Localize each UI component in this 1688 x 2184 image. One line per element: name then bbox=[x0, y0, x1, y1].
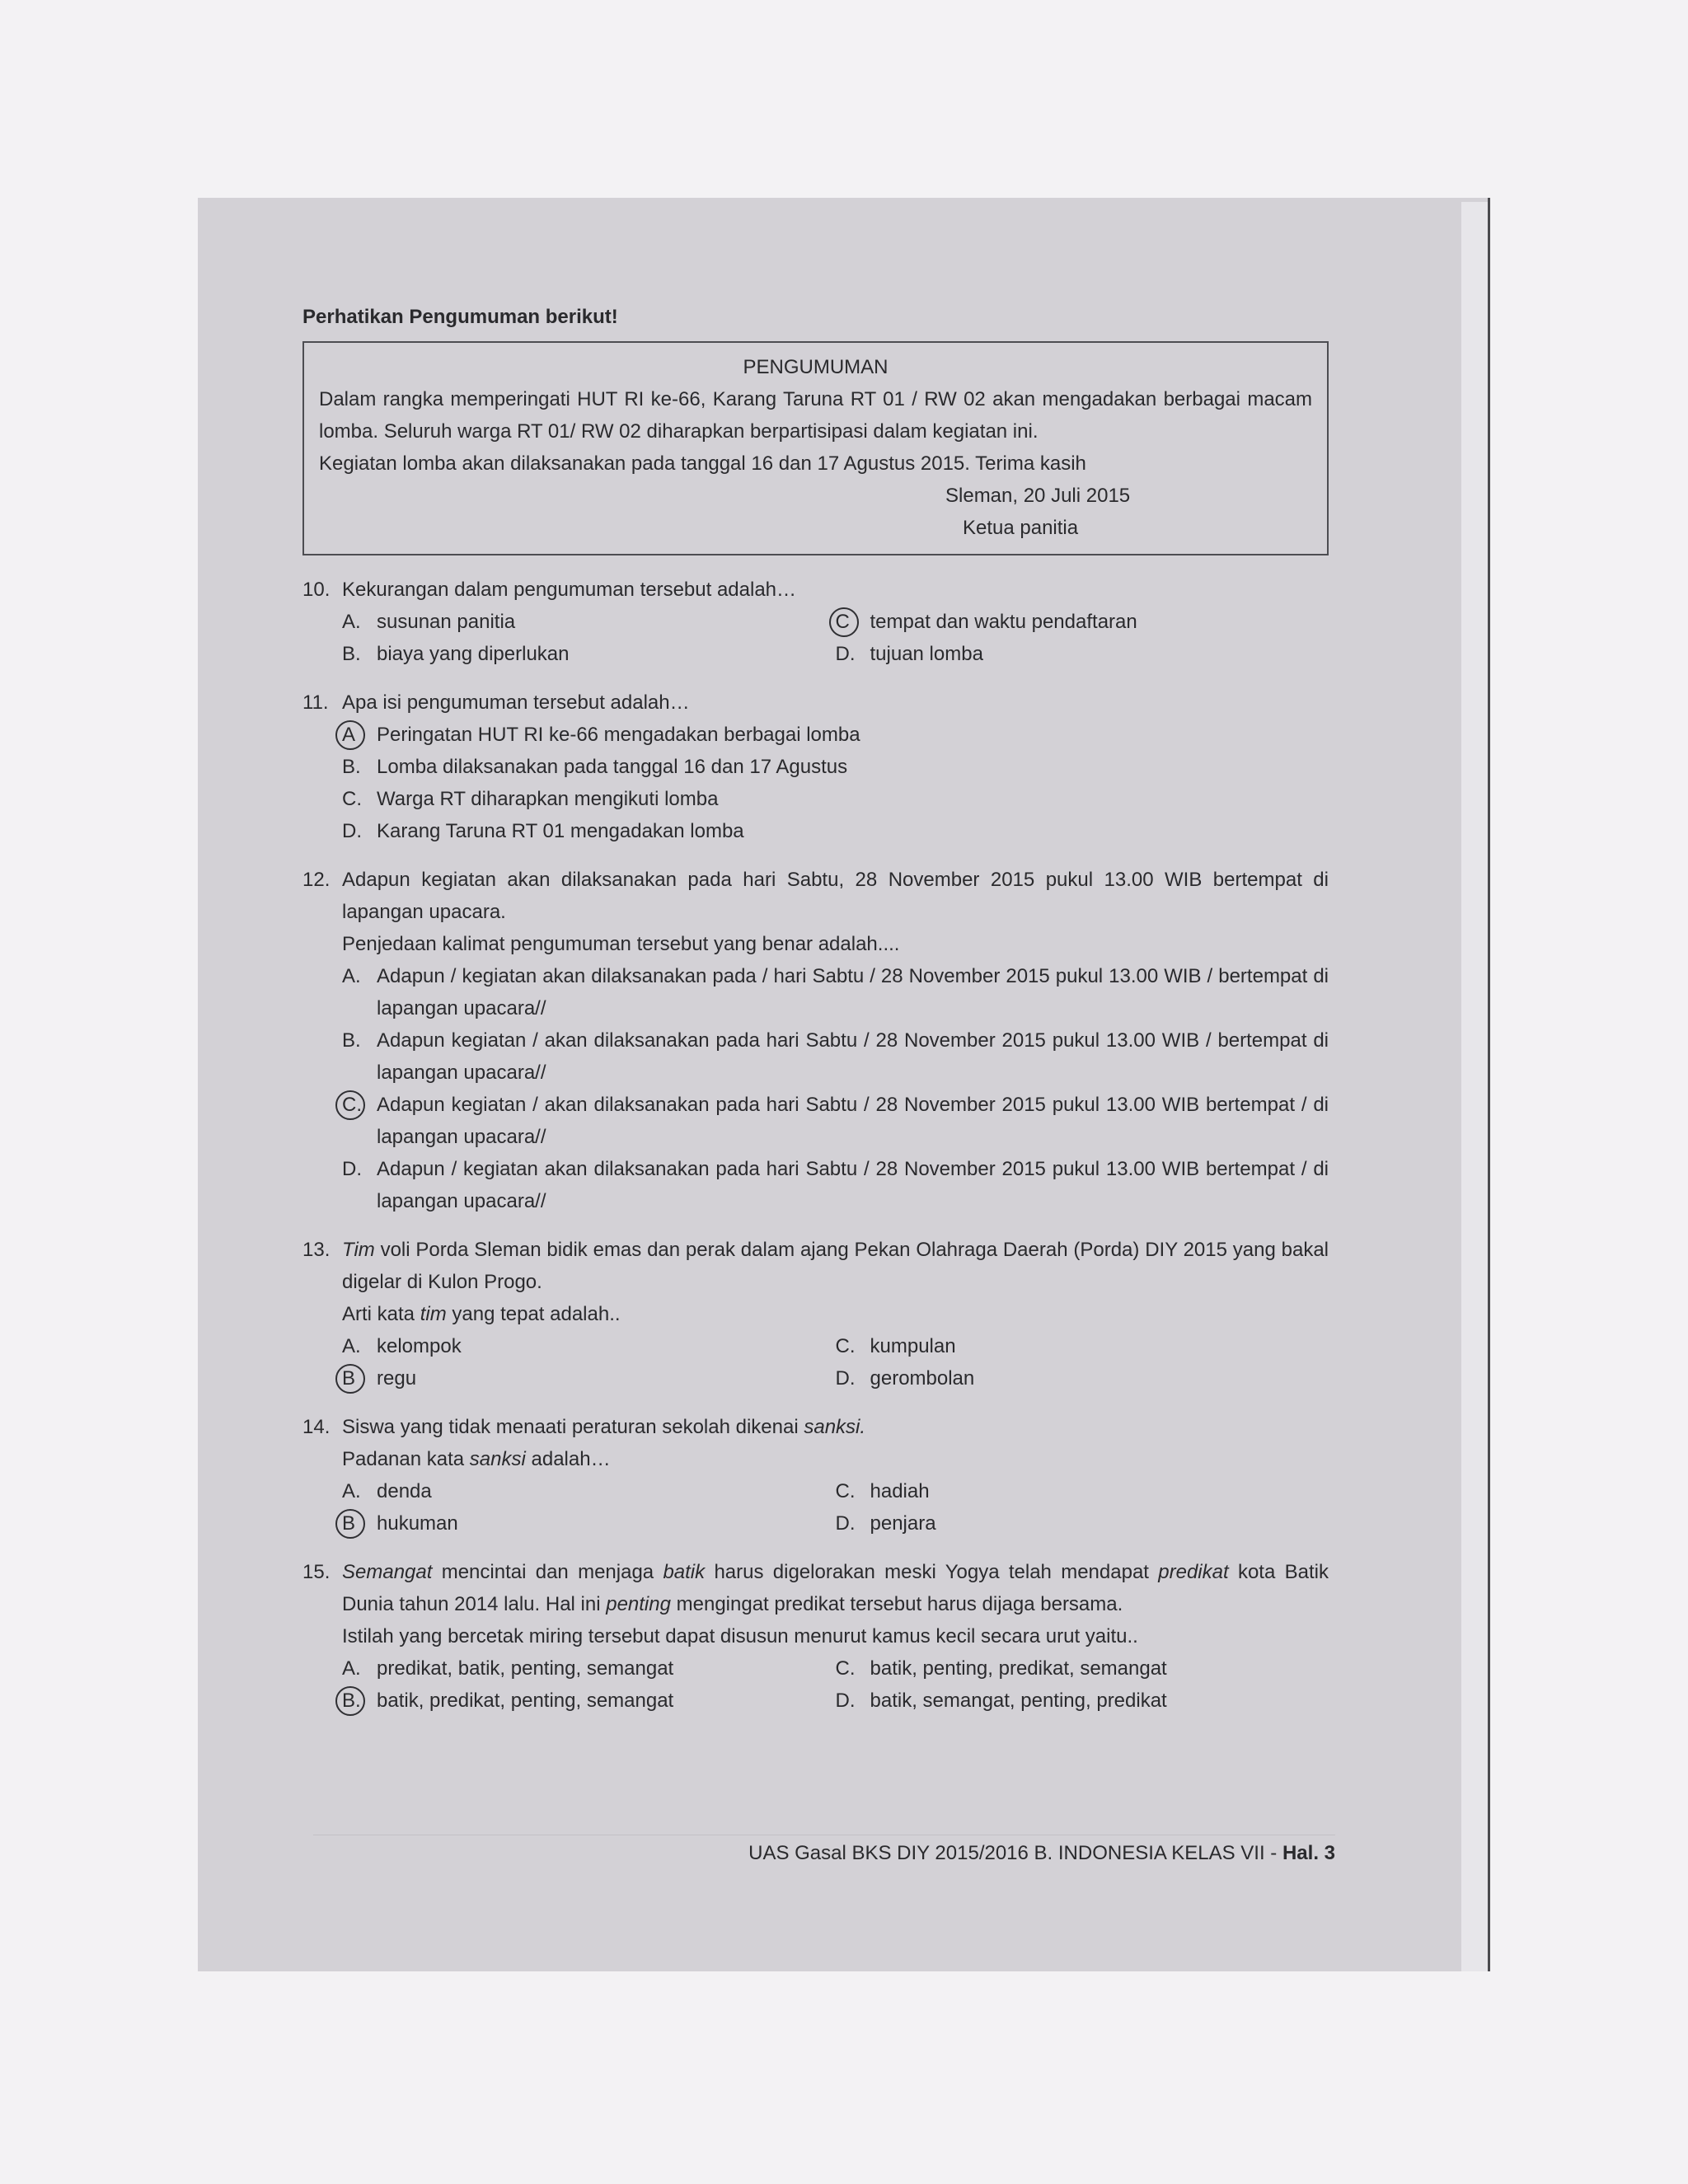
option-d[interactable]: D. batik, semangat, penting, predikat bbox=[835, 1690, 1167, 1712]
question-stem: Adapun kegiatan akan dilaksanakan pada hari Sabtu, 28 November 2015 pukul 13.00 WIB bertempat di lapangan upacara. bbox=[342, 869, 1329, 923]
option-a[interactable]: A. susunan panitia bbox=[342, 611, 516, 633]
option-a[interactable]: A. denda bbox=[342, 1480, 432, 1502]
question-stem: Kekurangan dalam pengumuman tersebut adalah… bbox=[342, 579, 797, 601]
announcement-signer: Ketua panitia bbox=[963, 517, 1079, 539]
question-10 bbox=[302, 574, 1329, 670]
question-stem: Tim voli Porda Sleman bidik emas dan perak dalam ajang Pekan Olahraga Daerah (Porda) DIY 2015 yang bakal digelar di Kulon Progo. bbox=[342, 1239, 1329, 1293]
option-b-selected[interactable]: B. batik, predikat, penting, semangat bbox=[342, 1685, 836, 1717]
option-c[interactable]: C. batik, penting, predikat, semangat bbox=[835, 1657, 1167, 1680]
answer-circle-mark: A bbox=[342, 719, 377, 751]
question-stem: Siswa yang tidak menaati peraturan sekolah dikenai sanksi. bbox=[342, 1416, 866, 1438]
question-number: 11. bbox=[302, 691, 329, 714]
question-prompt: Arti kata tim yang tepat adalah.. bbox=[342, 1303, 621, 1325]
question-prompt: Penjedaan kalimat pengumuman tersebut yang benar adalah.... bbox=[342, 933, 900, 955]
option-b[interactable]: B. Adapun kegiatan / akan dilaksanakan pada hari Sabtu / 28 November 2015 pukul 13.00 WIB / bertempat di lapangan upacara// bbox=[342, 1029, 1329, 1084]
question-number: 14. bbox=[302, 1416, 331, 1438]
option-a[interactable]: A. Adapun / kegiatan akan dilaksanakan pada / hari Sabtu / 28 November 2015 pukul 13.00 WIB / bertempat di lapangan upacara// bbox=[342, 965, 1329, 1019]
question-prompt: Padanan kata sanksi adalah… bbox=[342, 1448, 611, 1470]
footer-page-number: Hal. 3 bbox=[1282, 1842, 1335, 1864]
option-b[interactable]: B. Lomba dilaksanakan pada tanggal 16 dan 17 Agustus bbox=[342, 756, 848, 778]
question-number: 13. bbox=[302, 1239, 331, 1261]
option-c-selected[interactable]: C tempat dan waktu pendaftaran bbox=[836, 606, 1329, 638]
paper-fold-edge bbox=[1461, 202, 1488, 1971]
option-c-selected[interactable]: C. Adapun kegiatan / akan dilaksanakan pada hari Sabtu / 28 November 2015 pukul 13.00 WIB bertempat / di lapangan upacara// bbox=[342, 1089, 1329, 1153]
announcement-box bbox=[302, 341, 1329, 555]
option-c[interactable]: C. kumpulan bbox=[835, 1335, 956, 1357]
option-b-selected[interactable]: B hukuman bbox=[342, 1507, 836, 1540]
option-d[interactable]: D. Karang Taruna RT 01 mengadakan lomba bbox=[342, 820, 744, 842]
question-15 bbox=[302, 1556, 1329, 1717]
intro-instruction: Perhatikan Pengumuman berikut! bbox=[302, 306, 618, 328]
answer-circle-mark: B. bbox=[342, 1685, 377, 1717]
question-stem: Apa isi pengumuman tersebut adalah… bbox=[342, 691, 690, 714]
question-12 bbox=[302, 864, 1329, 1217]
answer-circle-mark: C bbox=[836, 606, 870, 638]
question-stem: Semangat mencintai dan menjaga batik harus digelorakan meski Yogya telah mendapat predikat kota Batik Dunia tahun 2014 lalu. Hal ini penting mengingat predikat tersebut harus dijaga bersama. bbox=[342, 1561, 1329, 1615]
question-number: 10. bbox=[302, 579, 331, 601]
question-14 bbox=[302, 1411, 1329, 1540]
option-a[interactable]: A. kelompok bbox=[342, 1335, 462, 1357]
question-13 bbox=[302, 1234, 1329, 1394]
question-number: 15. bbox=[302, 1561, 331, 1583]
option-a[interactable]: A. predikat, batik, penting, semangat bbox=[342, 1657, 674, 1680]
option-b-selected[interactable]: B regu bbox=[342, 1362, 836, 1394]
question-prompt: Istilah yang bercetak miring tersebut dapat disusun menurut kamus kecil secara urut yaitu.. bbox=[342, 1625, 1138, 1647]
page-footer bbox=[313, 1835, 1335, 1865]
option-c[interactable]: C. Warga RT diharapkan mengikuti lomba bbox=[342, 788, 719, 810]
question-number: 12. bbox=[302, 869, 331, 891]
option-b[interactable]: B. biaya yang diperlukan bbox=[342, 643, 570, 665]
option-d[interactable]: D. penjara bbox=[835, 1512, 936, 1535]
footer-exam-label: UAS Gasal BKS DIY 2015/2016 B. INDONESIA KELAS VII - bbox=[748, 1842, 1282, 1864]
answer-circle-mark: B bbox=[342, 1362, 377, 1394]
paper-shadow-edge bbox=[1488, 198, 1490, 1971]
announcement-schedule: Kegiatan lomba akan dilaksanakan pada tanggal 16 dan 17 Agustus 2015. Terima kasih bbox=[319, 452, 1086, 475]
option-d[interactable]: D. Adapun / kegiatan akan dilaksanakan pada hari Sabtu / 28 November 2015 pukul 13.00 WIB bertempat / di lapangan upacara// bbox=[342, 1158, 1329, 1212]
option-d[interactable]: D. gerombolan bbox=[835, 1367, 975, 1390]
announcement-title: PENGUMUMAN bbox=[743, 356, 889, 378]
announcement-body: Dalam rangka memperingati HUT RI ke-66, Karang Taruna RT 01 / RW 02 akan mengadakan berbagai macam lomba. Seluruh warga RT 01/ RW 02 diharapkan berpartisipasi dalam kegiatan ini. bbox=[319, 388, 1312, 443]
answer-circle-mark: B bbox=[342, 1507, 377, 1540]
option-c[interactable]: C. hadiah bbox=[835, 1480, 930, 1502]
option-a-selected[interactable]: A Peringatan HUT RI ke-66 mengadakan berbagai lomba bbox=[342, 719, 1329, 751]
announcement-place-date: Sleman, 20 Juli 2015 bbox=[945, 485, 1131, 507]
question-11 bbox=[302, 687, 1329, 847]
option-d[interactable]: D. tujuan lomba bbox=[835, 643, 983, 665]
exam-content bbox=[302, 301, 1329, 1733]
answer-circle-mark: C. bbox=[342, 1089, 377, 1153]
